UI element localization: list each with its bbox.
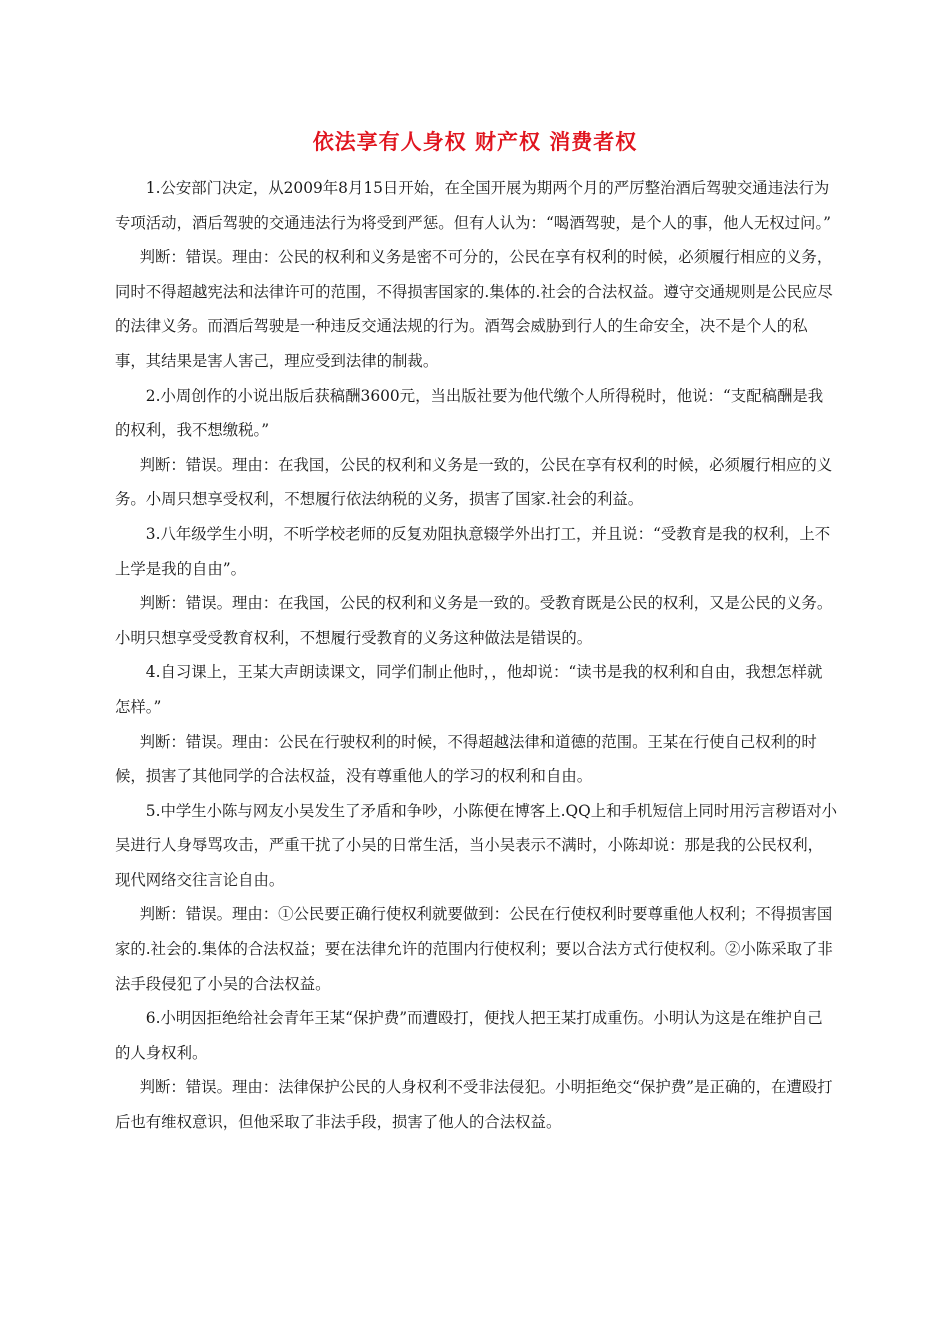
answer-5: 判断：错误。理由：①公民要正确行使权利就要做到：公民在行使权利时要尊重他人权利；不得损害国家的.社会的.集体的合法权益；要在法律允许的范围内行使权利；要以合法方式行使权利。②小陈采取了非法手段侵犯了小吴的合法权益。 (115, 905, 833, 993)
question-3: 3.八年级学生小明，不听学校老师的反复劝阻执意辍学外出打工，并且说：“受教育是我的权利，上不上学是我的自由”。 (115, 524, 831, 578)
document-title: 依法享有人身权 财产权 消费者权 (312, 130, 638, 154)
question-4: 4.自习课上，王某大声朗读课文，同学们制止他时，，他却说：“读书是我的权利和自由，我想怎样就怎样。” (115, 663, 823, 716)
answer-4: 判断：错误。理由：公民在行驶权利的时候，不得超越法律和道德的范围。王某在行使自己权利的时候，损害了其他同学的合法权益，没有尊重他人的学习的权利和自由。 (115, 732, 817, 786)
question-2: 2.小周创作的小说出版后获稿酬3600元，当出版社要为他代缴个人所得税时，他说：“支配稿酬是我的权利，我不想缴税。” (115, 386, 824, 440)
answer-2: 判断：错误。理由：在我国，公民的权利和义务是一致的，公民在享有权利的时候，必须履行相应的义务。小周只想享受权利，不想履行依法纳税的义务，损害了国家.社会的利益。 (115, 455, 833, 509)
question-1: 1.公安部门决定，从2009年8月15日开始，在全国开展为期两个月的严厉整治酒后驾驶交通违法行为专项活动，酒后驾驶的交通违法行为将受到严惩。但有人认为：“喝酒驾驶，是个人的事，他人无权过问。” (115, 179, 832, 232)
question-6: 6.小明因拒绝给社会青年王某“保护费”而遭殴打，便找人把王某打成重伤。小明认为这是在维护自己的人身权利。 (115, 1009, 823, 1062)
document-body (115, 171, 837, 1140)
question-5: 5.中学生小陈与网友小吴发生了矛盾和争吵，小陈便在博客上.QQ上和手机短信上同时用污言秽语对小吴进行人身辱骂攻击，严重干扰了小吴的日常生活，当小吴表示不满时，小陈却说：那是我的公民权利，现代网络交往言论自由。 (115, 801, 838, 889)
answer-6: 判断：错误。理由：法律保护公民的人身权利不受非法侵犯。小明拒绝交“保护费”是正确的，在遭殴打后也有维权意识，但他采取了非法手段，损害了他人的合法权益。 (115, 1078, 833, 1132)
answer-1: 判断：错误。理由：公民的权利和义务是密不可分的，公民在享有权利的时候，必须履行相应的义务，同时不得超越宪法和法律许可的范围，不得损害国家的.集体的.社会的合法权益。遵守交通规则是公民应尽的法律义务。而酒后驾驶是一种违反交通法规的行为。酒驾会威胁到行人的生命安全，决不是个人的私事，其结果是害人害己，理应受到法律的制裁。 (115, 248, 833, 370)
answer-3: 判断：错误。理由：在我国，公民的权利和义务是一致的。受教育既是公民的权利，又是公民的义务。小明只想享受受教育权利，不想履行受教育的义务这种做法是错误的。 (115, 594, 833, 647)
